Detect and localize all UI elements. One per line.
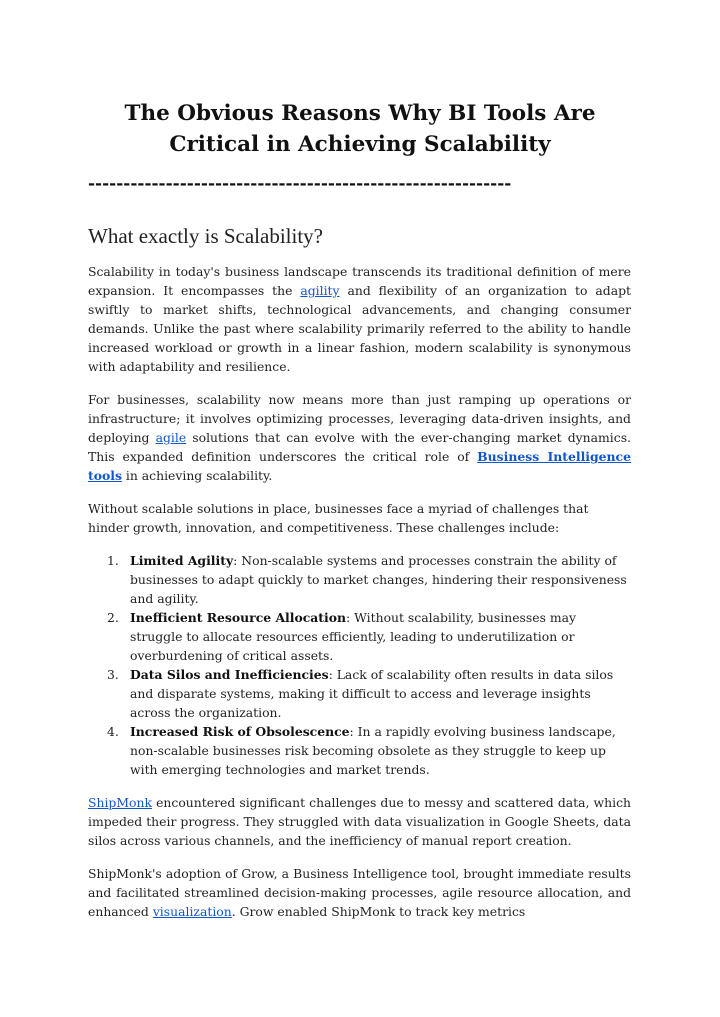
list-number: 1. — [107, 553, 119, 568]
list-item-text: : Non-scalable systems and processes constrain the ability of businesses to adapt quickly to market changes, hindering their responsiveness and agility. — [130, 553, 627, 606]
paragraph-text: Scalability in today's business landscape transcends its traditional definition of mere expansion. It encompasses the — [88, 264, 631, 298]
list-item-term: Limited Agility — [130, 553, 234, 568]
list-item-text: : Lack of scalability often results in data silos and disparate systems, making it difficult to access and leverage insights across the organization. — [130, 667, 614, 720]
shipmonk-link[interactable]: ShipMonk — [88, 795, 152, 810]
section-divider: ------------------------------------------------------------ — [88, 174, 512, 194]
document-body — [88, 262, 631, 935]
list-item-term: Data Silos and Inefficiencies — [130, 667, 329, 682]
agile-link[interactable]: agile — [155, 430, 187, 445]
list-item — [107, 551, 631, 608]
paragraph-scalability-for-business — [88, 390, 631, 485]
paragraph-challenges-intro: Without scalable solutions in place, businesses face a myriad of challenges that hinder growth, innovation, and competitiveness. These challenges include: — [88, 501, 589, 535]
list-number: 3. — [107, 667, 119, 682]
list-number: 4. — [107, 724, 119, 739]
paragraph-text: ShipMonk's adoption of Grow, a Business Intelligence tool, brought immediate results and facilitated streamlined decision-making processes, agile resource allocation, and enhanced — [88, 866, 631, 919]
list-item-term: Increased Risk of Obsolescence — [130, 724, 350, 739]
paragraph-text: encountered significant challenges due to messy and scattered data, which impeded their progress. They struggled with data visualization in Google Sheets, data silos across various channels, and the inefficiency of manual report creation. — [88, 795, 631, 848]
challenges-list — [88, 551, 631, 779]
paragraph-scalability-definition — [88, 262, 631, 376]
agility-link[interactable]: agility — [300, 283, 340, 298]
list-number: 2. — [107, 610, 119, 625]
list-item-text: : Without scalability, businesses may struggle to allocate resources efficiently, leading to underutilization or overburdening of critical assets. — [130, 610, 577, 663]
paragraph-shipmonk-adoption — [88, 864, 631, 921]
paragraph-text: in achieving scalability. — [121, 468, 273, 483]
list-item — [107, 665, 631, 722]
section-heading: What exactly is Scalability? — [88, 224, 323, 248]
paragraph-text: . Grow enabled ShipMonk to track key metrics — [231, 904, 526, 919]
business-intelligence-tools-link[interactable]: Business Intelligence tools — [88, 449, 631, 483]
paragraph-text: solutions that can evolve with the ever-changing market dynamics. This expanded definition underscores the critical role of — [88, 430, 631, 464]
document-title: The Obvious Reasons Why BI Tools Are Critical in Achieving Scalability — [124, 101, 596, 157]
paragraph-text: For businesses, scalability now means more than just ramping up operations or infrastructure; it involves optimizing processes, leveraging data-driven insights, and deploying — [88, 392, 631, 445]
list-item — [107, 722, 631, 779]
list-item-term: Inefficient Resource Allocation — [130, 610, 347, 625]
visualization-link[interactable]: visualization — [152, 904, 232, 919]
paragraph-shipmonk-challenges — [88, 793, 631, 850]
paragraph-text: and flexibility of an organization to adapt swiftly to market shifts, technological advancements, and changing consumer demands. Unlike the past where scalability primarily referred to the ability to handle increased workload or growth in a linear fashion, modern scalability is synonymous with adaptability and resilience. — [88, 283, 631, 374]
list-item — [107, 608, 631, 665]
list-item-text: : In a rapidly evolving business landscape, non-scalable businesses risk becoming obsolete as they struggle to keep up with emerging technologies and market trends. — [130, 724, 616, 777]
